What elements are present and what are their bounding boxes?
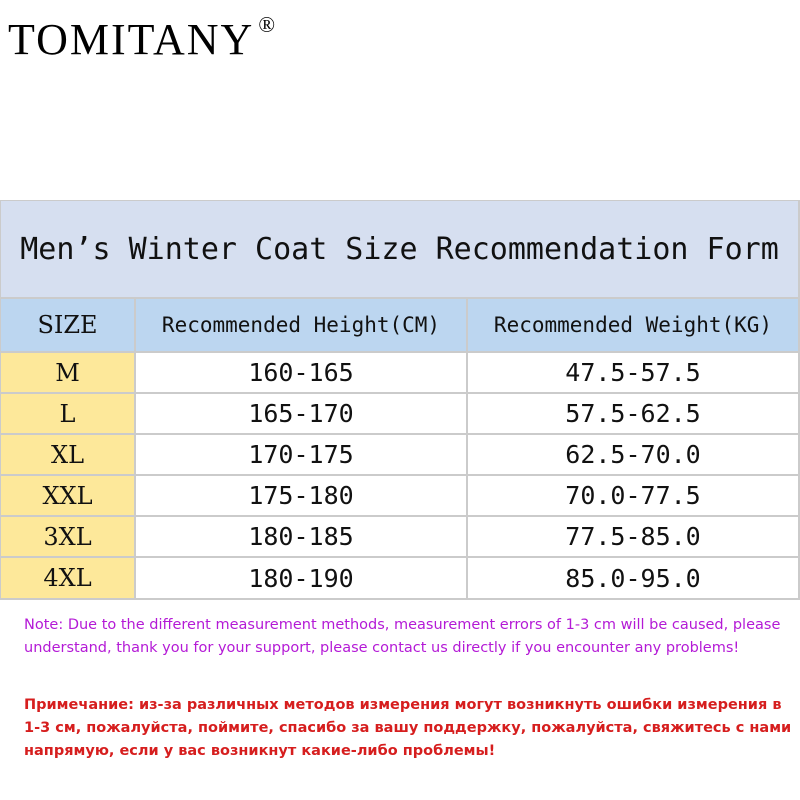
height-cell: 160-165	[136, 353, 466, 392]
weight-cell: 70.0-77.5	[468, 476, 798, 515]
size-cell: M	[1, 353, 134, 392]
weight-cell: 47.5-57.5	[468, 353, 798, 392]
header-height: Recommended Height(CM)	[136, 299, 466, 351]
brand-name: TOMITANY	[8, 15, 255, 64]
weight-cell: 62.5-70.0	[468, 435, 798, 474]
table-title: Men’s Winter Coat Size Recommendation Form	[1, 201, 798, 297]
weight-cell: 85.0-95.0	[468, 558, 798, 598]
english-note: Note: Due to the different measurement methods, measurement errors of 1-3 cm will be caused, please understand, thank you for your support, please contact us directly if you encounter any problems!	[24, 617, 781, 656]
registered-mark: ®	[258, 12, 278, 37]
height-cell: 175-180	[136, 476, 466, 515]
size-table	[0, 200, 800, 600]
weight-cell: 77.5-85.0	[468, 517, 798, 556]
size-cell: 3XL	[1, 517, 134, 556]
header-weight: Recommended Weight(KG)	[468, 299, 798, 351]
height-cell: 170-175	[136, 435, 466, 474]
height-cell: 165-170	[136, 394, 466, 433]
russian-note: Примечание: из-за различных методов измерения могут возникнуть ошибки измерения в 1-3 см, пожалуйста, поймите, спасибо за вашу поддержку, пожалуйста, свяжитесь с нами напрямую, если у вас возникнут какие-либо проблемы!	[24, 697, 792, 759]
size-cell: L	[1, 394, 134, 433]
size-cell: XXL	[1, 476, 134, 515]
size-cell: XL	[1, 435, 134, 474]
height-cell: 180-190	[136, 558, 466, 598]
weight-cell: 57.5-62.5	[468, 394, 798, 433]
header-size: SIZE	[1, 299, 134, 351]
size-cell: 4XL	[1, 558, 134, 598]
brand-logo	[8, 12, 277, 75]
height-cell: 180-185	[136, 517, 466, 556]
